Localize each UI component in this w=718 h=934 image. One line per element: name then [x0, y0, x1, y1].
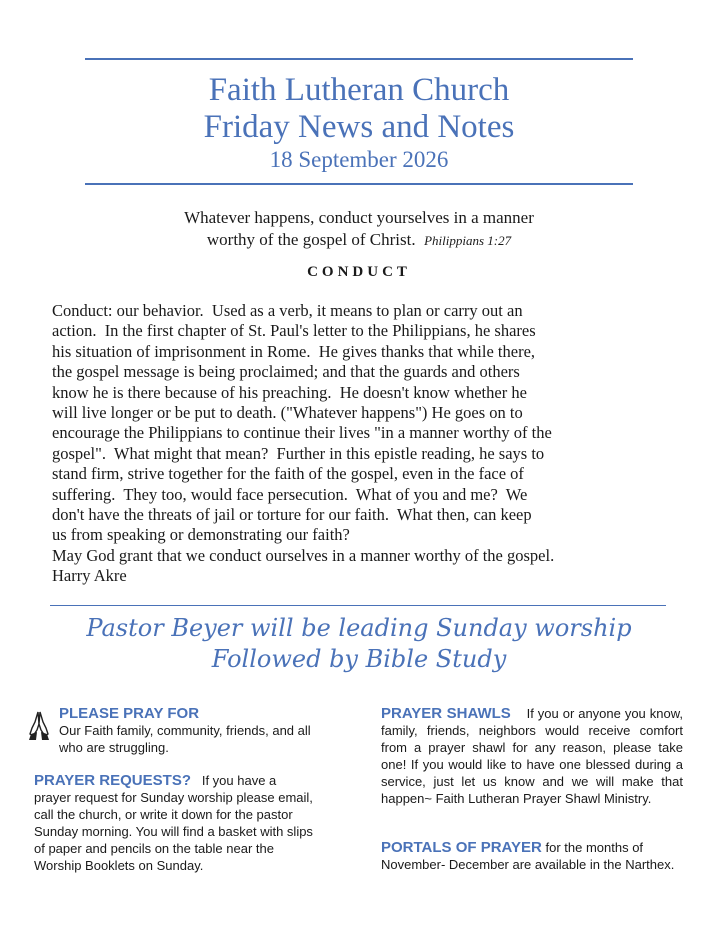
portals-heading: PORTALS OF PRAYER: [381, 839, 542, 856]
article-line: action. In the first chapter of St. Paul's letter to the Philippians, he shares: [52, 321, 536, 341]
prayer-shawls-heading: PRAYER SHAWLS: [381, 705, 511, 722]
top-rule: [85, 58, 633, 60]
section-divider: [50, 605, 666, 606]
prayer-shawls-text: If you or anyone you know, family, friends, neighbors would receive comfort from a prayer shawl for any reason, please take one! If you would like to have one blessed during a service, just let us know and we will make that happen~ Faith Lutheran Prayer Shawl Ministry.: [381, 706, 683, 806]
newsletter-title: Friday News and Notes: [203, 109, 515, 145]
article-line: suffering. They too, would face persecution. What of you and me? We: [52, 484, 528, 504]
header-bottom-rule: [85, 183, 633, 185]
article-line: will live longer or be put to death. ("Whatever happens") He goes on to: [52, 403, 523, 423]
portals-section: [381, 839, 683, 873]
prayer-requests-text: If you have a prayer request for Sunday worship please email, call the church, or write it down for the pastor Sunday morning. You will find a basket with slips of paper and pencils on the table near the Worship Booklets on Sunday.: [34, 773, 313, 873]
article-line: gospel". What might that mean? Further in this epistle reading, he says to: [52, 443, 545, 463]
pray-for-section: [59, 705, 329, 756]
article-line: the gospel message is being proclaimed; and that the guards and others: [52, 362, 520, 382]
article-line: don't have the threats of jail or torture for our faith. What then, can keep: [52, 505, 532, 525]
article-line: us from speaking or demonstrating our faith?: [52, 525, 350, 545]
article-line: Conduct: our behavior. Used as a verb, it means to plan or carry out an: [52, 301, 523, 320]
pray-for-heading: PLEASE PRAY FOR: [59, 705, 200, 722]
article-line: Harry Akre: [52, 566, 127, 586]
verse-line-2: [0, 229, 718, 252]
prayer-requests-heading: PRAYER REQUESTS?: [34, 772, 191, 789]
verse-reference: Philippians 1:27: [424, 233, 512, 248]
article-line: encourage the Philippians to continue their lives "in a manner worthy of the: [52, 423, 552, 443]
article-line: stand firm, strive together for the faith of the gospel, even in the face of: [52, 464, 524, 484]
prayer-requests-section: [34, 772, 314, 874]
article-line: know he is there because of his preaching. He doesn't know whether he: [52, 382, 527, 402]
announcement-line-2: Followed by Bible Study: [211, 645, 507, 673]
church-name: Faith Lutheran Church: [208, 72, 510, 108]
article-line: May God grant that we conduct ourselves in a manner worthy of the gospel.: [52, 545, 555, 565]
article-heading: CONDUCT: [307, 264, 411, 280]
prayer-shawls-section: [381, 705, 683, 807]
newsletter-date: 18 September 2026: [269, 147, 449, 172]
article-line: his situation of imprisonment in Rome. He gives thanks that while there,: [52, 341, 536, 361]
announcement-line-1: Pastor Beyer will be leading Sunday worship: [86, 614, 632, 642]
portals-text: for the months of November- December are available in the Narthex.: [381, 840, 675, 872]
pray-for-text: Our Faith family, community, friends, and all who are struggling.: [59, 723, 311, 755]
article-body: [52, 301, 692, 587]
verse-text: worthy of the gospel of Christ.: [206, 230, 416, 249]
verse-line-1: Whatever happens, conduct yourselves in a manner: [184, 208, 534, 227]
praying-hands-icon: [27, 710, 51, 742]
